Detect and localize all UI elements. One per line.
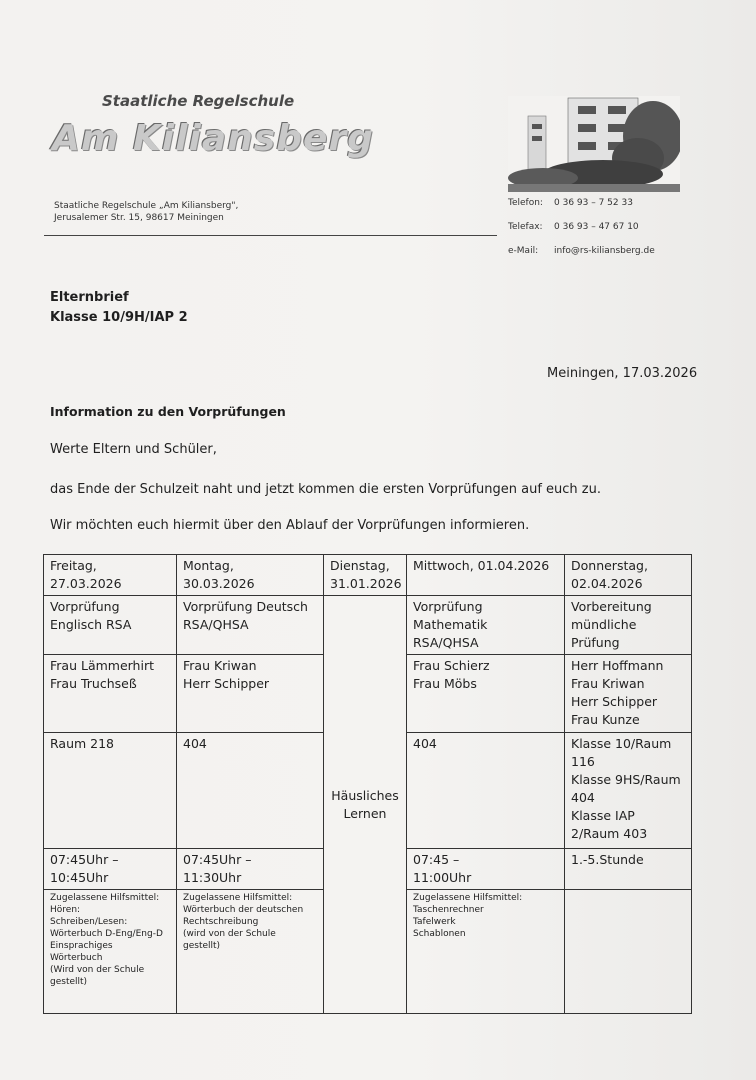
day-header: Montag, 30.03.2026	[177, 555, 324, 596]
phone-line	[508, 198, 633, 208]
letter-heading: Information zu den Vorprüfungen	[50, 404, 286, 419]
table-row	[44, 596, 692, 655]
day-header: Dienstag, 31.01.2026	[324, 555, 407, 596]
room-cell: 404	[177, 733, 324, 849]
subject-cell: Vorprüfung Mathematik RSA/QHSA	[407, 596, 565, 655]
room-cell: 404	[407, 733, 565, 849]
time-cell: 07:45Uhr – 10:45Uhr	[44, 849, 177, 890]
room-cell: Klasse 10/Raum 116 Klasse 9HS/Raum 404 Klasse IAP 2/Raum 403	[565, 733, 692, 849]
phone-number: 0 36 93 – 7 52 33	[554, 198, 633, 208]
school-logo-text: Am Kiliansberg	[52, 118, 374, 159]
school-building-photo	[508, 96, 680, 192]
intro-paragraph: das Ende der Schulzeit naht und jetzt kommen die ersten Vorprüfungen auf euch zu.	[50, 482, 601, 497]
teacher-cell: Herr Hoffmann Frau Kriwan Herr Schipper Frau Kunze	[565, 655, 692, 733]
room-cell: Raum 218	[44, 733, 177, 849]
aids-cell	[565, 890, 692, 1014]
subject-cell: Vorbereitung mündliche Prüfung	[565, 596, 692, 655]
exam-schedule-table	[43, 554, 692, 1014]
table-row	[44, 555, 692, 596]
day-header: Freitag, 27.03.2026	[44, 555, 177, 596]
subject-cell: Vorprüfung Deutsch RSA/QHSA	[177, 596, 324, 655]
day-header: Mittwoch, 01.04.2026	[407, 555, 565, 596]
sender-line-1: Staatliche Regelschule „Am Kiliansberg",	[54, 201, 239, 211]
email-line	[508, 246, 655, 256]
fax-number: 0 36 93 – 47 67 10	[554, 222, 639, 232]
fax-line	[508, 222, 639, 232]
fax-label: Telefax:	[508, 222, 543, 232]
sender-address	[54, 200, 238, 224]
greeting: Werte Eltern und Schüler,	[50, 442, 217, 457]
tuesday-note: Häusliches Lernen	[324, 596, 407, 1014]
teacher-cell: Frau Kriwan Herr Schipper	[177, 655, 324, 733]
time-cell: 1.-5.Stunde	[565, 849, 692, 890]
teacher-cell: Frau Schierz Frau Möbs	[407, 655, 565, 733]
teacher-cell: Frau Lämmerhirt Frau Truchseß	[44, 655, 177, 733]
email-label: e-Mail:	[508, 246, 539, 256]
aids-cell: Zugelassene Hilfsmittel: Wörterbuch der deutschen Rechtschreibung (wird von der Schule gestellt)	[177, 890, 324, 1014]
aids-cell: Zugelassene Hilfsmittel: Hören: Schreiben/Lesen: Wörterbuch D-Eng/Eng-D Einsprachiges Wörterbuch (Wird von der Schule gestellt)	[44, 890, 177, 1014]
subject-cell: Vorprüfung Englisch RSA	[44, 596, 177, 655]
email-address: info@rs-kiliansberg.de	[554, 246, 655, 256]
letter-title: Elternbrief	[50, 290, 129, 305]
time-cell: 07:45 – 11:00Uhr	[407, 849, 565, 890]
time-cell: 07:45Uhr – 11:30Uhr	[177, 849, 324, 890]
address-divider	[44, 235, 497, 236]
phone-label: Telefon:	[508, 198, 543, 208]
sender-line-2: Jerusalemer Str. 15, 98617 Meiningen	[54, 213, 224, 223]
aids-cell: Zugelassene Hilfsmittel: Taschenrechner Tafelwerk Schablonen	[407, 890, 565, 1014]
school-subtitle: Staatliche Regelschule	[102, 92, 295, 110]
day-header: Donnerstag, 02.04.2026	[565, 555, 692, 596]
place-date: Meiningen, 17.03.2026	[547, 366, 698, 381]
letter-class: Klasse 10/9H/IAP 2	[50, 310, 188, 325]
letter-title-block	[50, 288, 188, 328]
info-paragraph: Wir möchten euch hiermit über den Ablauf der Vorprüfungen informieren.	[50, 518, 530, 533]
